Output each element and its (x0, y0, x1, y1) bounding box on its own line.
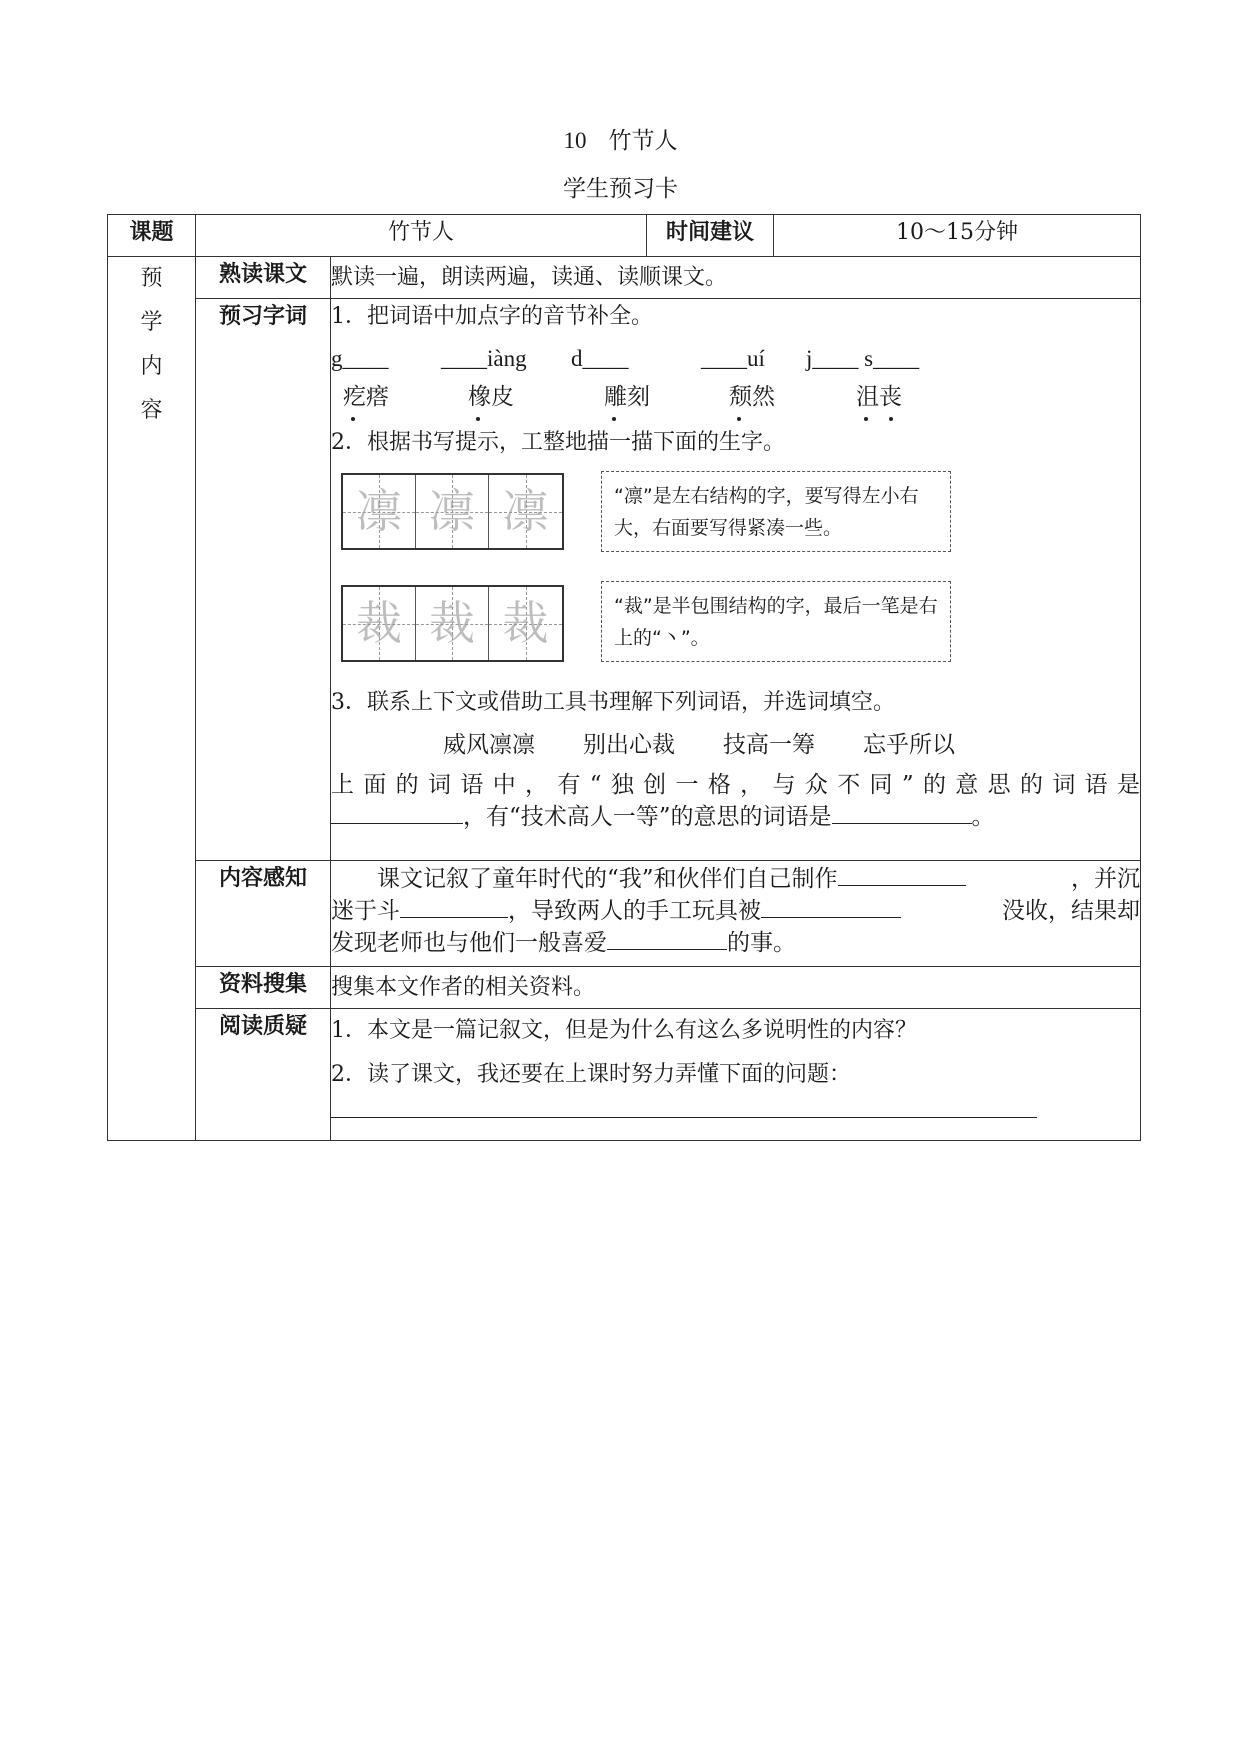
trace-char: 凛 (489, 475, 562, 548)
word-2: 橡皮 (468, 384, 514, 410)
emphasis-dot (476, 417, 480, 421)
content-line-2: 迷于斗 ，导致两人的手工玩具被 没收，结果却 (331, 895, 1140, 927)
trace-char: 裁 (489, 587, 562, 660)
trace-char: 凛 (343, 475, 416, 548)
lesson-title-text: 竹节人 (608, 128, 678, 154)
trace-char: 凛 (416, 475, 489, 548)
word-row (331, 377, 1140, 423)
idiom-option: 忘乎所以 (863, 732, 955, 758)
tian-grid-1[interactable] (341, 473, 564, 550)
research-label: 资料搜集 (196, 967, 331, 1009)
time-value: 10～15分钟 (774, 215, 1141, 257)
time-label: 时间建议 (647, 215, 774, 257)
emphasis-dot (864, 417, 868, 421)
word-4: 颓然 (729, 384, 775, 410)
question-1: 1．本文是一篇记叙文，但是为什么有这么多说明性的内容？ (331, 1018, 917, 1043)
trace-char: 裁 (416, 587, 489, 660)
fill-line-1: 上面的词语中，有“独创一格，与众不同”的意思的词语是 (331, 772, 1141, 798)
content-line-3: 发现老师也与他们一般喜爱 的事。 (331, 927, 1140, 959)
pinyin-1[interactable]: g____ (331, 346, 389, 371)
emphasis-dot (351, 417, 355, 421)
word-3: 雕刻 (604, 384, 650, 410)
pinyin-2[interactable]: ____iàng (441, 346, 527, 371)
answer-blank[interactable] (331, 801, 463, 824)
pinyin-row (331, 343, 1140, 377)
lesson-title (0, 122, 1241, 155)
topic-value: 竹节人 (196, 215, 647, 257)
writing-row-1 (331, 469, 1140, 579)
answer-blank[interactable] (832, 801, 972, 824)
writing-row-2 (331, 579, 1140, 683)
question-2: 2．读了课文，我还要在上课时努力弄懂下面的问题： (331, 1062, 851, 1087)
section-label: 预学内容 (108, 257, 196, 1141)
vocab-q2: 2．根据书写提示，工整地描一描下面的生字。 (331, 430, 785, 455)
idiom-option: 别出心裁 (583, 732, 675, 758)
content-label: 内容感知 (196, 861, 331, 967)
questions-label: 阅读质疑 (196, 1009, 331, 1141)
pinyin-3[interactable]: d____ (571, 346, 629, 371)
emphasis-dot (737, 417, 741, 421)
pinyin-5[interactable]: j____ s____ (806, 346, 920, 371)
word-5: 沮丧 (856, 384, 902, 410)
trace-char: 裁 (343, 587, 416, 660)
answer-blank[interactable] (761, 895, 901, 918)
idiom-option: 威风凛凛 (443, 732, 535, 758)
question-answer-line[interactable] (331, 1097, 1037, 1118)
pinyin-4[interactable]: ____uí (701, 346, 765, 371)
reading-text: 默读一遍，朗读两遍，读通、读顺课文。 (331, 257, 1141, 299)
word-1: 疙瘩 (343, 384, 389, 410)
reading-label: 熟读课文 (196, 257, 331, 299)
answer-blank[interactable] (607, 927, 727, 950)
research-text: 搜集本文作者的相关资料。 (331, 967, 1141, 1009)
idiom-options (443, 725, 1140, 765)
content-line-1: 课文记叙了童年时代的“我”和伙伴们自己制作 ，并沉 (331, 863, 1140, 895)
content-cell (331, 861, 1141, 967)
topic-label: 课题 (108, 215, 196, 257)
emphasis-dot (889, 417, 893, 421)
answer-blank[interactable] (838, 863, 966, 886)
card-title: 学生预习卡 (563, 176, 678, 202)
writing-hint-2: “裁”是半包围结构的字，最后一笔是右上的“丶”。 (601, 581, 951, 662)
preview-card-table (107, 214, 1141, 1141)
emphasis-dot (612, 417, 616, 421)
lesson-number: 10 (563, 128, 587, 153)
idiom-option: 技高一筹 (723, 732, 815, 758)
vocab-q1: 1．把词语中加点字的音节补全。 (331, 304, 653, 329)
vocab-cell (331, 299, 1141, 861)
vocab-label: 预习字词 (196, 299, 331, 861)
tian-grid-2[interactable] (341, 585, 564, 662)
writing-hint-1: “凛”是左右结构的字，要写得左小右大，右面要写得紧凑一些。 (601, 471, 951, 552)
answer-blank[interactable] (400, 895, 508, 918)
vocab-q3: 3．联系上下文或借助工具书理解下列词语，并选词填空。 (331, 690, 895, 715)
questions-cell (331, 1009, 1141, 1141)
fill-line-2: ，有“技术高人一等”的意思的词语是 。 (331, 801, 1140, 833)
